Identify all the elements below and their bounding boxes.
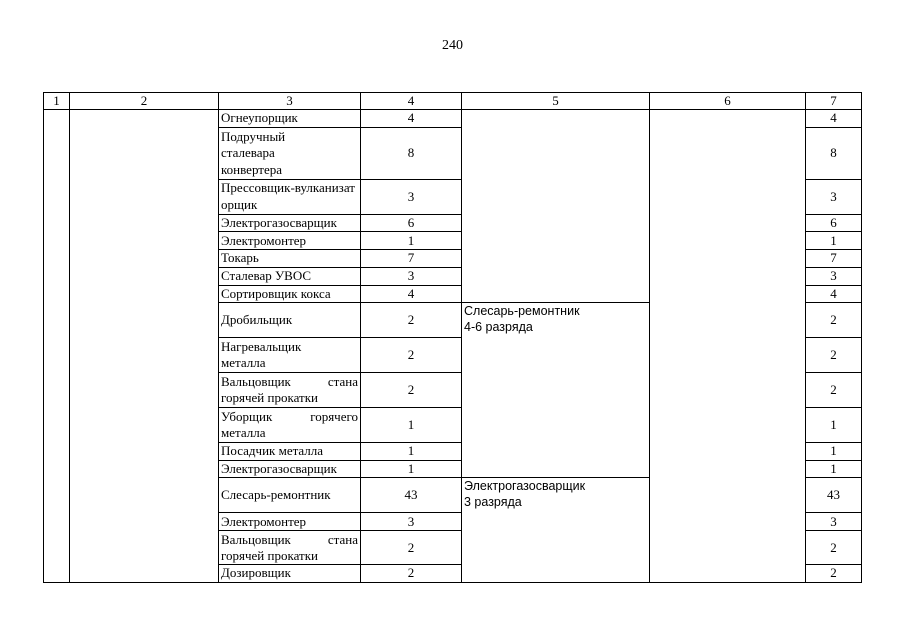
col1-cell (44, 110, 70, 582)
table-row (44, 110, 862, 127)
col5-group-2-line1: Слесарь-ремонтник (464, 304, 580, 319)
total-cell: 1 (806, 232, 862, 250)
count-cell: 2 (361, 338, 462, 373)
profession-cell: Подручный сталевара конвертера (219, 127, 361, 179)
profession-cell: Прессовщик-вулканизаторщик (219, 179, 361, 214)
profession-cell: Электрогазосварщик (219, 461, 361, 478)
total-cell: 4 (806, 110, 862, 127)
total-cell: 1 (806, 408, 862, 443)
count-cell: 4 (361, 110, 462, 127)
count-cell: 4 (361, 285, 462, 302)
profession-cell: Электрогазосварщик (219, 214, 361, 231)
total-cell: 3 (806, 179, 862, 214)
profession-cell: Вальцовщик стана горячей прокатки (219, 373, 361, 408)
header-col-3: 3 (219, 93, 361, 110)
count-cell: 2 (361, 303, 462, 338)
count-cell: 3 (361, 179, 462, 214)
page-number: 240 (442, 38, 463, 53)
total-cell: 7 (806, 250, 862, 267)
count-cell: 7 (361, 250, 462, 267)
total-cell: 6 (806, 214, 862, 231)
count-cell: 1 (361, 232, 462, 250)
total-cell: 4 (806, 285, 862, 302)
count-cell: 3 (361, 513, 462, 531)
total-cell: 2 (806, 565, 862, 582)
profession-cell: Сортировщик кокса (219, 285, 361, 302)
count-cell: 1 (361, 461, 462, 478)
profession-cell: Электромонтер (219, 513, 361, 531)
col5-group-3-line1: Электрогазосварщик (464, 479, 586, 494)
col5-group-2 (462, 303, 650, 478)
profession-cell: Вальцовщик стана горячей прокатки (219, 531, 361, 565)
header-col-4: 4 (361, 93, 462, 110)
profession-cell: Слесарь-ремонтник (219, 478, 361, 513)
count-cell: 1 (361, 443, 462, 461)
profession-cell: Огнеупорщик (219, 110, 361, 127)
total-cell: 3 (806, 267, 862, 285)
header-col-6: 6 (650, 93, 806, 110)
total-cell: 2 (806, 373, 862, 408)
header-col-7: 7 (806, 93, 862, 110)
count-cell: 1 (361, 408, 462, 443)
total-cell: 2 (806, 303, 862, 338)
profession-cell: Дозировщик (219, 565, 361, 582)
count-cell: 6 (361, 214, 462, 231)
profession-cell: Уборщик горячего металла (219, 408, 361, 443)
col5-group-1 (462, 110, 650, 303)
col5-group-2-line2: 4-6 разряда (464, 320, 533, 335)
col5-group-3 (462, 478, 650, 582)
count-cell: 2 (361, 531, 462, 565)
profession-cell: Токарь (219, 250, 361, 267)
total-cell: 1 (806, 443, 862, 461)
profession-cell: Посадчик металла (219, 443, 361, 461)
count-cell: 2 (361, 565, 462, 582)
profession-cell: Дробильщик (219, 303, 361, 338)
profession-cell: Сталевар УВОС (219, 267, 361, 285)
col5-group-3-line2: 3 разряда (464, 495, 522, 510)
count-cell: 8 (361, 127, 462, 179)
col6-cell (650, 110, 806, 582)
profession-cell: Электромонтер (219, 232, 361, 250)
count-cell: 3 (361, 267, 462, 285)
count-cell: 43 (361, 478, 462, 513)
total-cell: 3 (806, 513, 862, 531)
total-cell: 2 (806, 531, 862, 565)
total-cell: 1 (806, 461, 862, 478)
header-col-5: 5 (462, 93, 650, 110)
total-cell: 8 (806, 127, 862, 179)
header-col-2: 2 (70, 93, 219, 110)
profession-cell: Нагревальщик металла (219, 338, 361, 373)
col2-cell (70, 110, 219, 582)
total-cell: 43 (806, 478, 862, 513)
staffing-table (43, 92, 862, 583)
total-cell: 2 (806, 338, 862, 373)
count-cell: 2 (361, 373, 462, 408)
header-col-1: 1 (44, 93, 70, 110)
header-row (44, 93, 862, 110)
